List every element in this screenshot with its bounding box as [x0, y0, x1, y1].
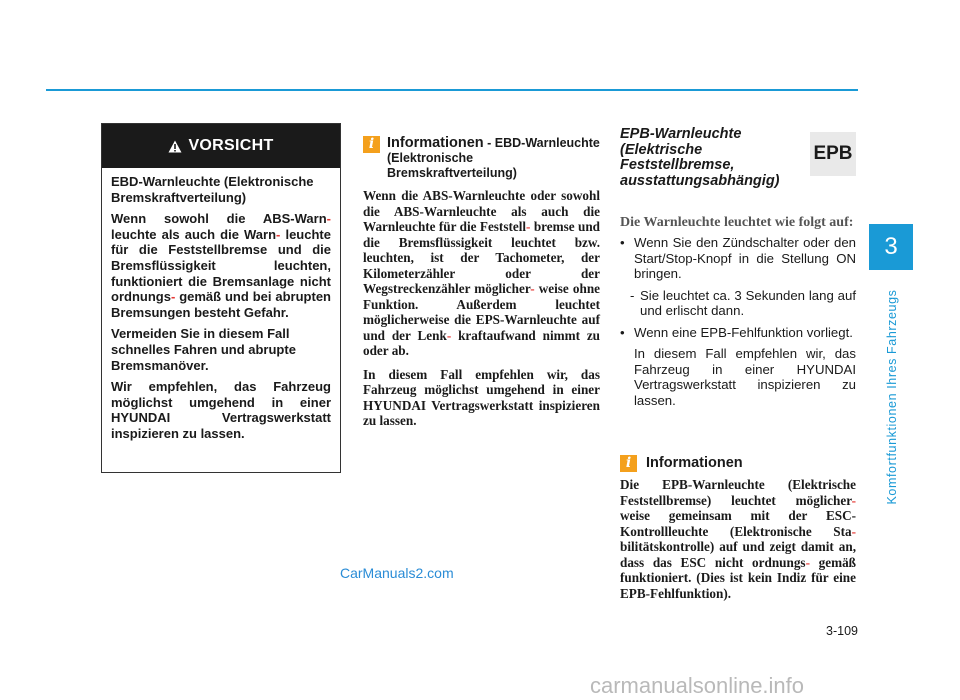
info-title-rest: - EBD-Warnleuchte (Elektronische Bremskraftverteilung)	[387, 136, 600, 180]
text-part: leuchte für die Feststellbremse und die Bremsflüssigkeit leuchten, funktioniert die Bremsanlage nicht ordnungs	[111, 226, 331, 305]
epb-section-title: EPB-Warnleuchte (Elektrische Feststellbremse, ausstattungsabhängig)	[620, 126, 780, 189]
hyphen: -	[170, 289, 176, 305]
chapter-tab	[869, 224, 913, 270]
text-part: Wenn die ABS-Warnleuchte oder sowohl die ABS-Warnleuchte als auch die Warnleuchte für die Feststell	[363, 188, 600, 234]
info-title	[387, 136, 603, 181]
info-title-main: Informationen	[387, 135, 484, 151]
hyphen: -	[526, 219, 531, 234]
hyphen: -	[326, 211, 331, 227]
epb-bullet-2-text: In diesem Fall empfehlen wir, das Fahrzeug in einer HYUNDAI Vertragswerkstatt inspizieren zu lassen.	[634, 346, 856, 408]
text-part: bilitätskontrolle) auf und zeigt damit an, dass das ESC nicht ordnungs	[620, 539, 856, 570]
text-part: gemäß funktioniert. (Dies ist kein Indiz für eine EPB-Fehlfunktion).	[620, 554, 857, 601]
info-icon: i	[620, 455, 637, 472]
text-part: leuchte als auch die Warn	[111, 226, 277, 242]
info-ebd-body	[363, 188, 600, 437]
caution-paragraph-3: Wir empfehlen, das Fahrzeug möglichst umgehend in einer HYUNDAI Vertragswerkstatt inspizieren zu lassen.	[111, 379, 331, 441]
text-part: weise ohne Funktion. Außerdem leuchtet möglicherweise die EPS-Warnleuchte auf und der Lenk	[363, 281, 601, 343]
hyphen: -	[851, 523, 856, 539]
warning-triangle-icon	[168, 140, 182, 153]
epb-badge: EPB	[810, 132, 856, 176]
top-rule	[46, 89, 858, 91]
bullet-dot: •	[620, 324, 625, 340]
bullet-text: Wenn Sie den Zündschalter oder den Start/Stop-Knopf in die Stellung ON bringen.	[634, 235, 856, 281]
epb-body	[620, 215, 856, 414]
info-epb-title: Informationen	[646, 455, 743, 471]
bullet-text: Wenn eine EPB-Fehlfunktion vorliegt.	[634, 324, 853, 340]
dash-text: Sie leuchtet ca. 3 Sekunden lang auf und erlischt dann.	[640, 287, 856, 318]
chapter-side-title	[876, 289, 908, 505]
hyphen: -	[530, 281, 535, 296]
text-part: gemäß und bei abrupten Bremsungen besteht Gefahr.	[111, 289, 331, 320]
dash-mark: -	[630, 287, 635, 303]
text-part: bremse und die Bremsflüssigkeit leuchtet bzw. leuchten, ist der Tachometer, der Kilometerzähler oder der Wegstreckenzähler möglicher	[363, 219, 600, 296]
epb-subheading: Die Warnleuchte leuchtet wie folgt auf:	[620, 215, 854, 230]
watermark-footer: carmanualsonline.info	[590, 673, 805, 698]
caution-paragraph-2: Vermeiden Sie in diesem Fall schnelles Fahren und abrupte Bremsmanöver.	[111, 326, 296, 373]
info-epb-body	[620, 477, 856, 601]
watermark-link[interactable]: CarManuals2.com	[340, 565, 454, 581]
text-part: Die EPB-Warnleuchte (Elektrische Feststellbremse) leuchtet möglicher	[620, 477, 856, 508]
hyphen: -	[851, 492, 856, 508]
caution-paragraph-1	[111, 211, 331, 320]
page-number: 3-109	[826, 624, 858, 638]
hyphen: -	[805, 554, 810, 570]
chapter-number: 3	[884, 233, 898, 260]
text-part: weise gemeinsam mit der ESC-Kontrollleuchte (Elektronische Sta	[620, 508, 856, 539]
info-ebd-paragraph-1	[363, 188, 600, 359]
chapter-title: Komfortfunktionen Ihres Fahrzeugs	[885, 289, 899, 505]
caution-heading: EBD-Warnleuchte (Elektronische Bremskraftverteilung)	[111, 174, 314, 205]
info-icon: i	[363, 136, 380, 153]
caution-body	[102, 168, 340, 442]
hyphen: -	[276, 226, 281, 242]
info-heading-ebd	[363, 136, 603, 181]
info-ebd-paragraph-2: In diesem Fall empfehlen wir, das Fahrzeug möglichst umgehend in einer HYUNDAI Vertragswerkstatt inspizieren zu lassen.	[363, 366, 600, 428]
text-part: Wenn sowohl die ABS-Warn	[111, 211, 327, 227]
caution-header	[102, 124, 340, 168]
text-part: kraftaufwand nimmt zu oder ab.	[363, 327, 601, 358]
epb-bullet-1	[620, 235, 856, 282]
hyphen: -	[446, 327, 452, 343]
caution-box	[101, 123, 341, 473]
epb-bullet-2	[620, 325, 856, 341]
info-heading-epb	[620, 455, 856, 472]
bullet-dot: •	[620, 235, 625, 250]
caution-header-label: VORSICHT	[188, 137, 274, 154]
epb-dash-item	[620, 288, 856, 319]
